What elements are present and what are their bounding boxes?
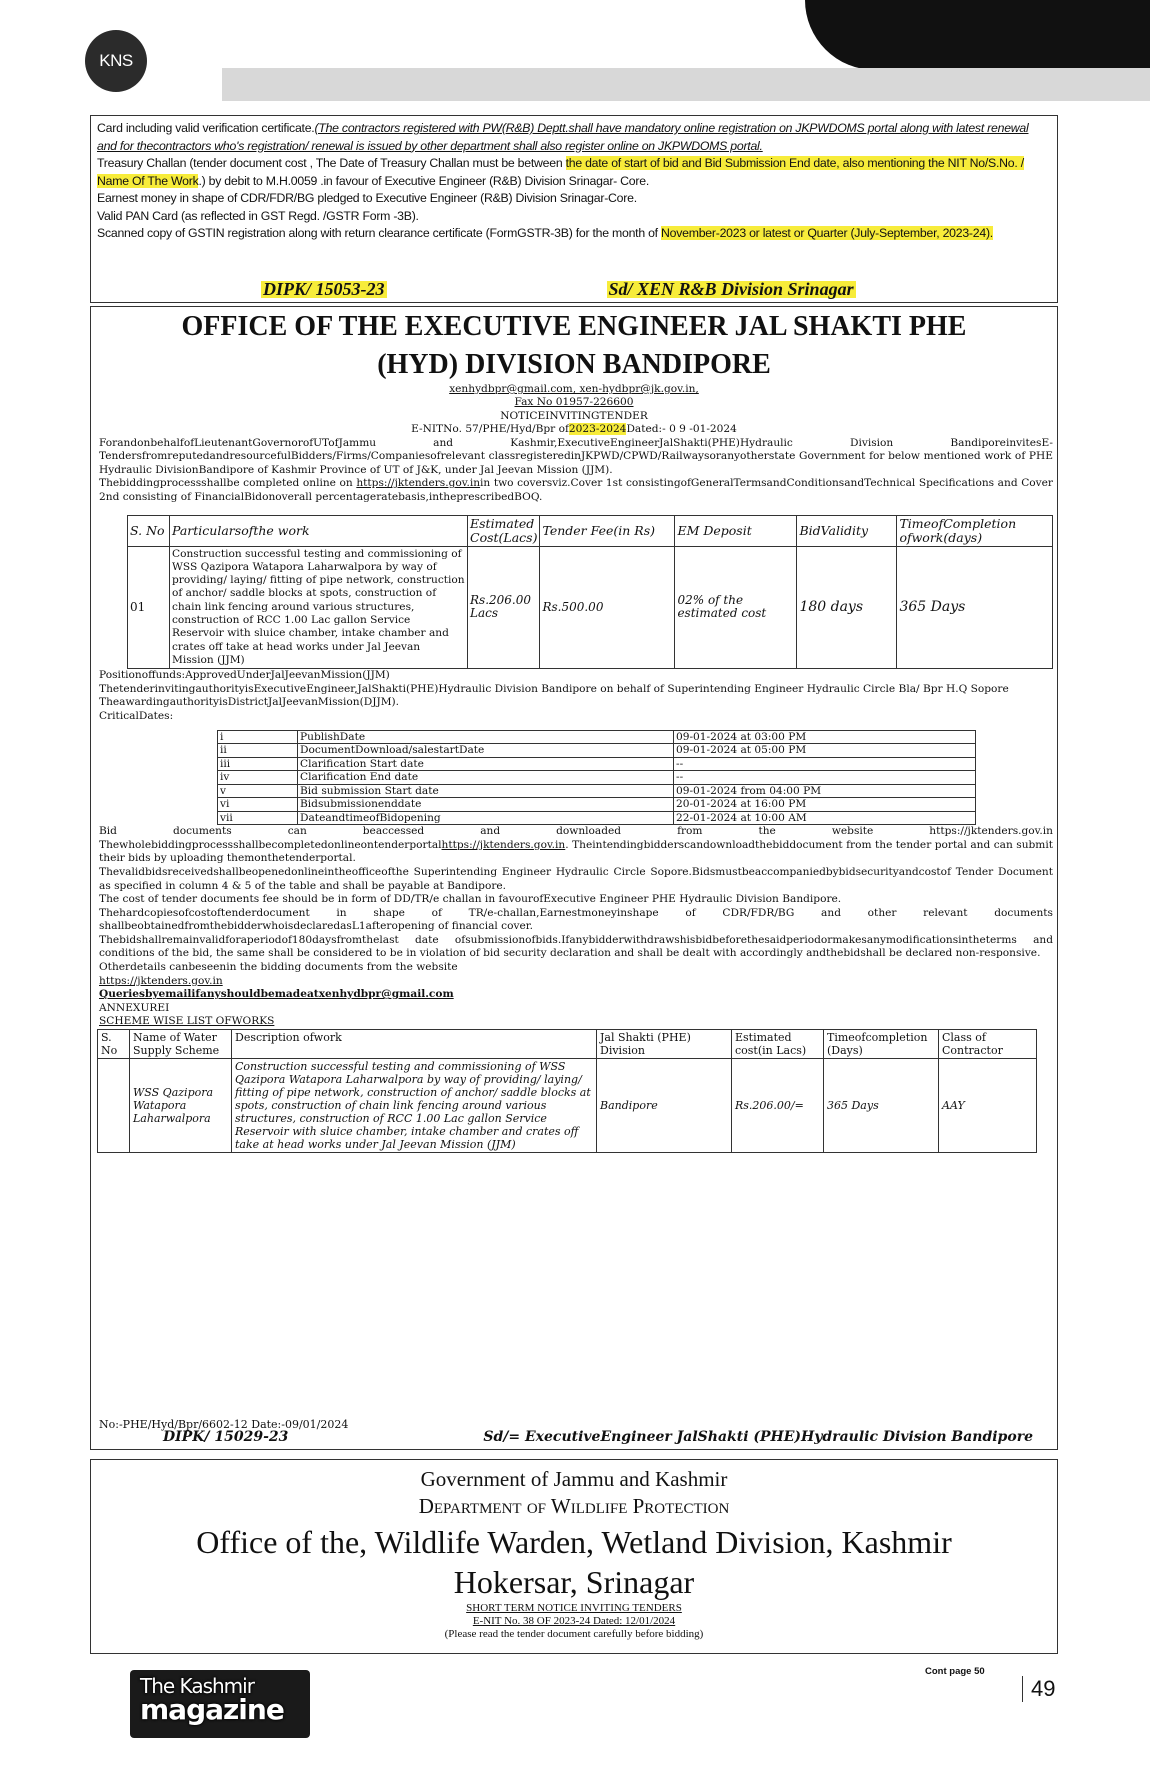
wt-cost: Rs.206.00 Lacs [468,546,540,669]
date-no: vii [218,811,298,825]
box2-scheme-title: SCHEME WISE LIST OFWORKS [99,1015,275,1028]
st-sno [98,1059,130,1153]
date-label: Bidsubmissionenddate [298,798,674,812]
date-value: -- [674,771,976,785]
date-value: 22-01-2024 at 10:00 AM [674,811,976,825]
date-no: iii [218,757,298,771]
enit-date: Dated:- 0 9 -01-2024 [626,423,737,436]
wt-h-particulars: Particularsofthe work [170,515,468,546]
box1-line4: Valid PAN Card (as reflected in GST Regd. /GSTR Form -3B). [97,208,419,223]
st-h-name: Name of Water Supply Scheme [130,1030,232,1059]
date-no: iv [218,771,298,785]
table-row [218,784,976,798]
enit-year: 2023-2024 [568,423,627,436]
wt-fee: Rs.500.00 [540,546,675,669]
box1-line1-b: (The contractors registered with PW(R&B) Deptt.shall have mandatory online registration on JKPWDOMS portal along with latest renewal and for thecontractors who's registration/ renewal is issued by other department shall also register online on JKPWDOMS portal. [97,121,1029,153]
table-row [218,798,976,812]
wt-em: 02% of the estimated cost [675,546,797,669]
table-row [218,771,976,785]
st-h-sno: S. No [98,1030,130,1059]
box2-title-1: OFFICE OF THE EXECUTIVE ENGINEER JAL SHAKTI PHE [181,311,967,342]
box3-location: Hokersar, Srinagar [453,1564,695,1600]
whole-b: . Theintendingbidderscandownloadthebiddocument from the tender portal and can submit their bids by uploading themonthetenderportal. [99,838,1053,865]
wt-h-cost: Estimated Cost(Lacs) [468,515,540,546]
box3-govt: Government of Jammu and Kashmir [420,1467,728,1491]
box1-line2-c: .) by debit to M.H.0059 .in favour of Executive Engineer (R&B) Division Srinagar- Core. [198,173,649,188]
box2-bid-docs: Bid documents can beaccessed and downloaded from the website https://jktenders.gov.in [99,825,1053,838]
box2-queries: Queriesbyemailifanyshouldbemadeatxenhydbpr@gmail.com [99,988,454,1001]
date-label: DocumentDownload/salestartDate [298,744,674,758]
date-value: 20-01-2024 at 16:00 PM [674,798,976,812]
wt-completion: 365 Days [897,546,1053,669]
box1-line1 [97,120,1051,155]
box2-process [91,477,1057,504]
st-name: WSS Qazipora Watapora Laharwalpora [130,1059,232,1153]
wt-h-validity: BidValidity [797,515,897,546]
st-class: AAY [939,1059,1037,1153]
box2-signature: Sd/= ExecutiveEngineer JalShakti (PHE)Hydraulic Division Bandipore [483,1429,1033,1446]
st-time: 365 Days [824,1059,939,1153]
brand-line-1: The Kashmir [140,1674,254,1698]
date-label: Clarification End date [298,771,674,785]
box2-enit [91,423,1057,436]
tender-box-phe-bandipore [90,306,1058,1450]
st-h-class: Class of Contractor [939,1030,1037,1059]
st-h-division: Jal Shakti (PHE) Division [597,1030,732,1059]
tender-box-wildlife [90,1459,1058,1654]
process-b: in two coversviz.Cover 1st consistingofGeneralTermsandConditionsandTechnical Specifications and Cover 2nd consisting of FinancialBidonoverall percentageratebasis,intheprescribedBOQ. [99,477,1053,503]
tender-box-rnb [90,115,1058,303]
whole-a: Thewholebiddingprocessshallbecompletedonlineontenderportal [99,838,442,851]
date-value: -- [674,757,976,771]
whole-link[interactable]: https://jktenders.gov.in [441,838,566,851]
box1-line2-a: Treasury Challan (tender document cost , The Date of Treasury Challan must be between [97,156,566,170]
box2-footer [91,1418,1057,1445]
box2-emails: xenhydbpr@gmail.com, xen-hydbpr@jk.gov.in, [449,383,699,395]
kns-logo [85,30,147,92]
box3-notice: SHORT TERM NOTICE INVITING TENDERS [466,1602,682,1614]
box1-line2 [97,155,1051,190]
box2-funds: Positionoffunds:ApprovedUnderJalJeevanMission(JJM) [99,669,390,682]
box2-authority: ThetenderinvitingauthorityisExecutiveEngineer,JalShakti(PHE)Hydraulic Division Bandipore on behalf of Superintending Engineer Hydraulic Circle Bla/ Bpr H.Q Sopore [99,682,1009,695]
box1-line5-a: Scanned copy of GSTIN registration along with return clearance certificate (FormGSTR-3B) for the month of [97,226,661,240]
box1-line3: Earnest money in shape of CDR/FDR/BG pledged to Executive Engineer (R&B) Division Srinagar-Core. [97,191,637,205]
wt-h-completion: TimeofCompletion ofwork(days) [897,515,1053,546]
box1-line2-highlight: the date of start of bid and Bid Submission End date, also mentioning the NIT No/S.No. / Name Of The Work [97,156,1024,188]
scheme-table-header [98,1030,1037,1059]
box2-dipk: DIPK/ 15029-23 [163,1429,289,1446]
box2-whole [91,839,1057,866]
logo-text: KNS [99,51,133,70]
date-no: v [218,784,298,798]
date-value: 09-01-2024 at 03:00 PM [674,730,976,744]
page-number: 49 [1022,1676,1055,1702]
box1-signature: Sd/ XEN R&B Division Srinagar [608,278,854,299]
box1-dipk: DIPK/ 15053-23 [263,278,385,299]
wt-particulars: Construction successful testing and commissioning of WSS Qazipora Watapora Laharwalpora by way of providing/ laying/ fitting of pipe network, construction of anchor/ saddle blocks at spots, construction of chain link fencing around various structures, construction of RCC 1.00 Lac gallon Service Reservoir with sluice chamber, intake chamber and crates off take at head works under Jal Jeevan Mission (JJM) [170,546,468,669]
st-h-cost: Estimated cost(in Lacs) [732,1030,824,1059]
st-cost: Rs.206.00/= [732,1059,824,1153]
date-no: i [218,730,298,744]
enit-a: E-NITNo. 57/PHE/Hyd/Bpr of [411,423,569,436]
wt-h-em: EM Deposit [675,515,797,546]
table-row [98,1059,1037,1153]
box2-title-2: (HYD) DIVISION BANDIPORE [377,349,771,380]
header-black-band [805,0,1150,70]
table-row [218,730,976,744]
table-row [218,744,976,758]
box3-enit: E-NIT No. 38 OF 2023-24 Dated: 12/01/2024 [472,1615,676,1627]
box2-critical: CriticalDates: [99,710,174,723]
wt-h-fee: Tender Fee(in Rs) [540,515,675,546]
continued-label: Cont page 50 [925,1666,985,1677]
process-a: Thebiddingprocessshallbe completed online on [99,477,357,490]
box2-valid-bids: Thevalidbidsreceivedshallbeopenedonlineintheofficeofthe Superintending Engineer Hydraulic Circle Sopore.Bidsmustbeaccompaniedbybidsecurityandcostof Tender Document as specified in column 4 & 5 of the table and shall be payable at Bandipore. [99,865,1053,892]
st-division: Bandipore [597,1059,732,1153]
date-label: Bid submission Start date [298,784,674,798]
box2-annex: ANNEXUREI [99,1001,170,1014]
magazine-logo [140,1674,284,1726]
date-value: 09-01-2024 at 05:00 PM [674,744,976,758]
box2-cost-docs: The cost of tender documents fee should be in form of DD/TR/e challan in favourofExecutive Engineer PHE Hydraulic Division Bandipore. [99,893,842,906]
st-h-desc: Description ofwork [232,1030,597,1059]
box2-ref: No:-PHE/Hyd/Bpr/6602-12 Date:-09/01/2024 [99,1417,349,1431]
table-row [218,811,976,825]
box1-line5 [97,225,1051,243]
critical-dates-table [217,730,976,826]
brand-line-2: magazine [140,1693,284,1726]
work-table-header [128,515,1053,546]
table-row [128,546,1053,669]
date-no: ii [218,744,298,758]
process-link[interactable]: https://jktenders.gov.in [356,477,481,490]
box2-fax: Fax No 01957-226600 [514,396,634,409]
box2-other: Otherdetails canbeseenin the bidding documents from the website [99,961,458,974]
date-label: Clarification Start date [298,757,674,771]
box2-hardcopies: Thehardcopiesofcostoftenderdocument in shape of TR/e-challan,Earnestmoneyinshape of CDR/FDR/BG and other relevant documents shallbeobtainedfromthebidderwhoisdeclaredasL1afteropening of financial cover. [99,906,1053,933]
box3-office: Office of the, Wildlife Warden, Wetland Division, Kashmir [196,1524,952,1560]
box2-site-link[interactable]: https://jktenders.gov.in [99,974,223,987]
box3-dept: Department of Wildlife Protection [418,1494,730,1518]
box1-footer [91,278,1057,299]
table-row [218,757,976,771]
date-label: PublishDate [298,730,674,744]
box3-note: (Please read the tender document carefully before bidding) [444,1628,704,1640]
st-desc: Construction successful testing and commissioning of WSS Qazipora Watapora Laharwalpora by way of providing/ laying/ fitting of pipe network, construction of anchor/ saddle blocks at spots, construction of chain link fencing around various structures, construction of RCC 1.00 Lac gallon Service Reservoir with sluice chamber, intake chamber and crates off take at head works under Jal Jeevan Mission (JJM) [232,1059,597,1153]
header-gray-band [222,68,1150,101]
box2-notice: NOTICEINVITINGTENDER [500,409,648,422]
st-h-time: Timeofcompletion (Days) [824,1030,939,1059]
box2-remain: Thebidshallremainvalidforaperiodof180daysfromthelast date ofsubmissionofbids.Ifanybidderwithdrawshisbidbeforethesaidperiodormakesanymodificationsintheterms and conditions of the bid, the same shall be considered to be in violation of bid security declaration and shall be dealt with accordingly andthebidshall be declared non-responsive. [99,933,1053,960]
box1-line1-a: Card including valid verification certificate. [97,121,315,135]
wt-validity: 180 days [797,546,897,669]
scheme-table [97,1029,1037,1153]
box2-awarding: TheawardingauthorityisDistrictJalJeevanMission(DJJM). [99,696,400,709]
date-label: DateandtimeofBidopening [298,811,674,825]
box2-intro: ForandonbehalfofLieutenantGovernorofUTofJammu and Kashmir,ExecutiveEngineerJalShakti(PHE)Hydraulic Division BandiporeinvitesE-TendersfromreputedandresourcefulBidders/Firms/Companiesofrelevant classregisteredinJKPWD/CPWD/Railwaysoranyotherstate Government for below mentioned work of PHE Hydraulic DivisionBandipore of Kashmir Province of UT of J&K, under Jal Jeevan Mission (JJM). [99,436,1053,476]
date-no: vi [218,798,298,812]
work-table [127,515,1053,670]
wt-h-sno: S. No [128,515,170,546]
box1-line5-highlight: November-2023 or latest or Quarter (July-September, 2023-24). [661,226,993,240]
wt-sno: 01 [128,546,170,669]
date-value: 09-01-2024 from 04:00 PM [674,784,976,798]
